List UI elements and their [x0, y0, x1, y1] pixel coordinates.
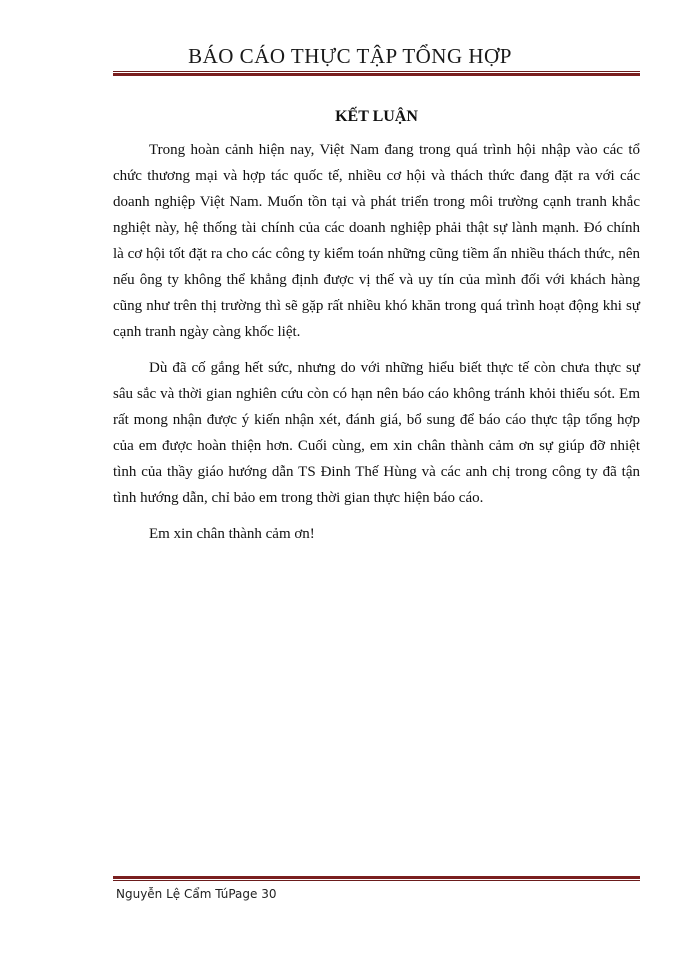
- section-heading: KẾT LUẬN: [335, 108, 418, 125]
- footer-text: Nguyễn Lệ Cẩm TúPage 30: [116, 887, 277, 901]
- paragraph-1: Trong hoàn cảnh hiện nay, Việt Nam đang trong quá trình hội nhập vào các tổ chức thương mại và hợp tác quốc tế, nhiều cơ hội và thách thức đang đặt ra với các doanh nghiệp Việt Nam. Muốn tồn tại và phát triển trong môi trường cạnh tranh khắc nghiệt này, hệ thống tài chính của các doanh nghiệp phải thật sự lành mạnh. Đó chính là cơ hội tốt đặt ra cho các công ty kiểm toán những cũng tiềm ẩn nhiều thách thức, nên nếu ông ty không thể khẳng định được vị thế và uy tín của mình đối với khách hàng cũng như trên thị trường thì sẽ gặp rất nhiều khó khăn trong quá trình hoạt động khi sự cạnh tranh ngày càng khốc liệt.: [113, 142, 640, 340]
- header-rule: [113, 71, 640, 76]
- document-body: [113, 107, 640, 547]
- paragraph-2: Dù đã cố gắng hết sức, nhưng do với những hiểu biết thực tế còn chưa thực sự sâu sắc và thời gian nghiên cứu còn có hạn nên báo cáo không tránh khỏi thiếu sót. Em rất mong nhận được ý kiến nhận xét, đánh giá, bổ sung để báo cáo thực tập tổng hợp của em được hoàn thiện hơn. Cuối cùng, em xin chân thành cảm ơn sự giúp đỡ nhiệt tình của thầy giáo hướng dẫn TS Đinh Thế Hùng và các anh chị trong công ty đã tận tình hướng dẫn, chỉ bảo em trong thời gian thực hiện báo cáo.: [113, 360, 640, 506]
- footer-rule: [113, 876, 640, 881]
- closing-line: Em xin chân thành cảm ơn!: [149, 526, 315, 542]
- header-title: BÁO CÁO THỰC TẬP TỔNG HỢP: [188, 44, 512, 68]
